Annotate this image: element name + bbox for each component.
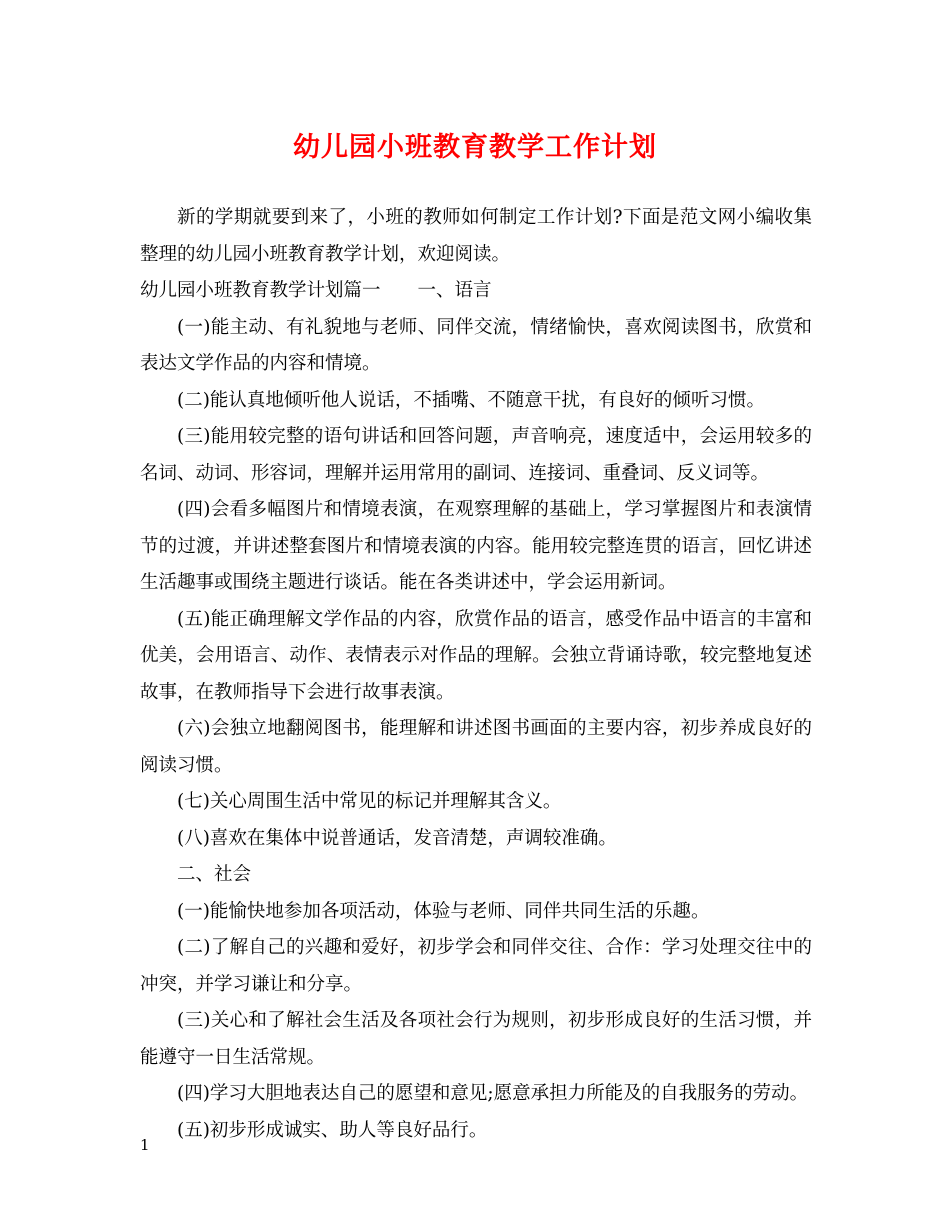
document-body bbox=[140, 200, 812, 1149]
body-paragraph: (四)会看多幅图片和情境表演，在观察理解的基础上，学习掌握图片和表演情节的过渡，并讲述整套图片和情境表演的内容。能用较完整连贯的语言，回忆讲述生活趣事或围绕主题进行谈话。能在各类讲述中，学会运用新词。 bbox=[140, 499, 812, 593]
body-paragraph: (一)能愉快地参加各项活动，体验与老师、同伴共同生活的乐趣。 bbox=[177, 900, 710, 922]
body-paragraph: (八)喜欢在集体中说普通话，发音清楚，声调较准确。 bbox=[177, 827, 617, 849]
body-paragraph: 二、社会 bbox=[177, 864, 252, 885]
body-paragraph: (六)会独立地翻阅图书，能理解和讲述图书画面的主要内容，初步养成良好的阅读习惯。 bbox=[140, 718, 812, 776]
body-paragraph: 幼儿园小班教育教学计划篇一 一、语言 bbox=[140, 280, 492, 301]
body-paragraph: (七)关心周围生活中常见的标记并理解其含义。 bbox=[177, 791, 562, 812]
body-paragraph: (五)能正确理解文学作品的内容，欣赏作品的语言，感受作品中语言的丰富和优美，会用语言、动作、表情表示对作品的理解。会独立背诵诗歌，较完整地复述故事，在教师指导下会进行故事表演。 bbox=[140, 608, 812, 703]
body-paragraph: (三)能用较完整的语句讲话和回答问题，声音响亮，速度适中，会运用较多的名词、动词、形容词，理解并运用常用的副词、连接词、重叠词、反义词等。 bbox=[140, 426, 812, 484]
body-paragraph: 新的学期就要到来了，小班的教师如何制定工作计划?下面是范文网小编收集整理的幼儿园小班教育教学计划，欢迎阅读。 bbox=[140, 207, 812, 265]
body-paragraph: (二)能认真地倾听他人说话，不插嘴、不随意干扰，有良好的倾听习惯。 bbox=[177, 389, 765, 411]
body-paragraph: (二)了解自己的兴趣和爱好，初步学会和同伴交往、合作：学习处理交往中的冲突，并学习谦让和分享。 bbox=[140, 937, 812, 995]
document-title: 幼儿园小班教育教学工作计划 bbox=[293, 132, 657, 163]
body-paragraph: (一)能主动、有礼貌地与老师、同伴交流，情绪愉快，喜欢阅读图书，欣赏和表达文学作品的内容和情境。 bbox=[140, 316, 812, 374]
body-paragraph: (五)初步形成诚实、助人等良好品行。 bbox=[177, 1119, 488, 1141]
body-paragraph: (四)学习大胆地表达自己的愿望和意见;愿意承担力所能及的自我服务的劳动。 bbox=[177, 1083, 809, 1104]
body-paragraph: (三)关心和了解社会生活及各项社会行为规则，初步形成良好的生活习惯，并能遵守一日生活常规。 bbox=[140, 1010, 812, 1068]
page-number: 1 bbox=[140, 1136, 150, 1154]
